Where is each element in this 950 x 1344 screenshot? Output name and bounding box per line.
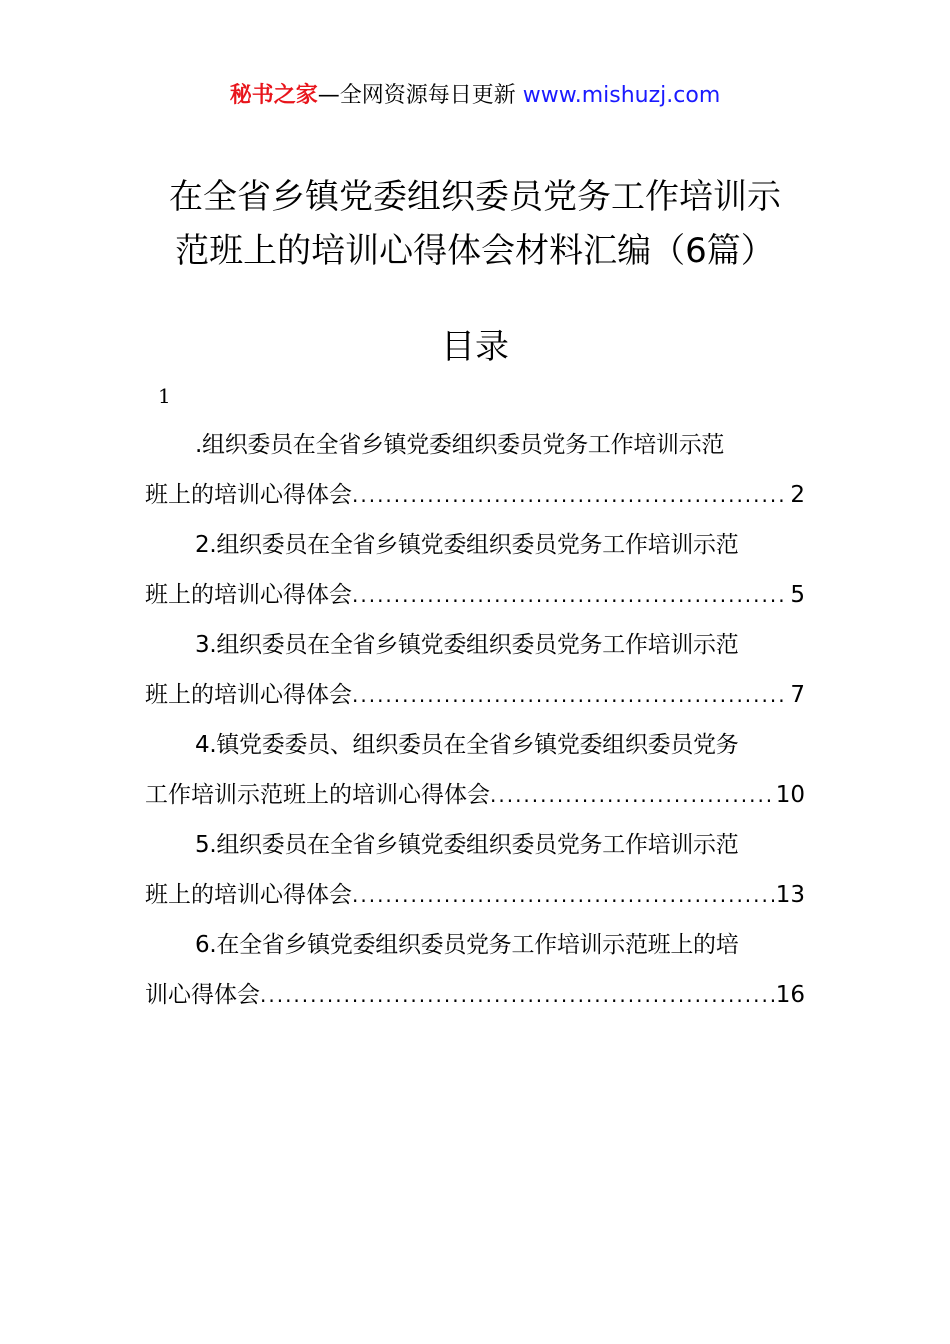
toc-heading: 目录: [441, 327, 509, 367]
toc-entry-title-line-1: 5.组织委员在全省乡镇党委组织委员党务工作培训示范: [195, 832, 739, 858]
site-header: [0, 80, 950, 112]
dot-leader: [352, 470, 788, 520]
page-marker: 1: [158, 384, 171, 408]
toc-entry-1[interactable]: [145, 420, 805, 520]
toc-entry-title-line-2: [145, 470, 805, 520]
header-tagline: —全网资源每日更新: [317, 83, 516, 108]
toc-entry-title-line-2: [145, 670, 805, 720]
toc-entry-page: 5: [790, 582, 805, 608]
dot-leader: [260, 970, 774, 1020]
toc-entry-5[interactable]: [145, 820, 805, 920]
toc-entry-title-continued: 班上的培训心得体会: [145, 582, 352, 608]
document-title: [0, 170, 950, 278]
toc-entry-3[interactable]: [145, 620, 805, 720]
toc-entry-title-line-1: 2.组织委员在全省乡镇党委组织委员党务工作培训示范: [195, 532, 739, 558]
toc-entry-title-line-1: 4.镇党委委员、组织委员在全省乡镇党委组织委员党务: [195, 732, 739, 758]
toc-entry-page: 10: [775, 782, 805, 808]
toc-entry-page: 16: [775, 982, 805, 1008]
toc-entry-title-line-2: [145, 870, 805, 920]
dot-leader: [352, 670, 788, 720]
toc-entry-title-continued: 班上的培训心得体会: [145, 882, 352, 908]
toc-entry-title-continued: 班上的培训心得体会: [145, 482, 352, 508]
dot-leader: [352, 570, 788, 620]
toc-entry-title-line-1: .组织委员在全省乡镇党委组织委员党务工作培训示范: [195, 432, 725, 458]
toc-entry-2[interactable]: [145, 520, 805, 620]
document-title-line-1: 在全省乡镇党委组织委员党务工作培训示: [169, 177, 781, 217]
brand-name: 秘书之家: [229, 83, 318, 108]
toc-entry-title-line-2: [145, 970, 805, 1020]
site-url-link[interactable]: www.mishuzj.com: [522, 83, 721, 108]
toc-entry-title-line-1: 3.组织委员在全省乡镇党委组织委员党务工作培训示范: [195, 632, 739, 658]
toc-entry-page: 7: [790, 682, 805, 708]
dot-leader: [490, 770, 774, 820]
toc-entry-title-line-2: [145, 770, 805, 820]
toc-entry-title-continued: 训心得体会: [145, 982, 260, 1008]
toc-entry-page: 2: [790, 482, 805, 508]
toc-entry-title-continued: 班上的培训心得体会: [145, 682, 352, 708]
toc-entry-title-continued: 工作培训示范班上的培训心得体会: [145, 782, 490, 808]
toc-entry-6[interactable]: [145, 920, 805, 1020]
toc-entry-page: 13: [775, 882, 805, 908]
dot-leader: [352, 870, 774, 920]
toc-entry-title-line-2: [145, 570, 805, 620]
toc-entry-4[interactable]: [145, 720, 805, 820]
toc-entry-title-line-1: 6.在全省乡镇党委组织委员党务工作培训示范班上的培: [195, 932, 739, 958]
table-of-contents: [145, 420, 805, 1020]
document-title-line-2: 范班上的培训心得体会材料汇编（6篇）: [175, 231, 775, 271]
